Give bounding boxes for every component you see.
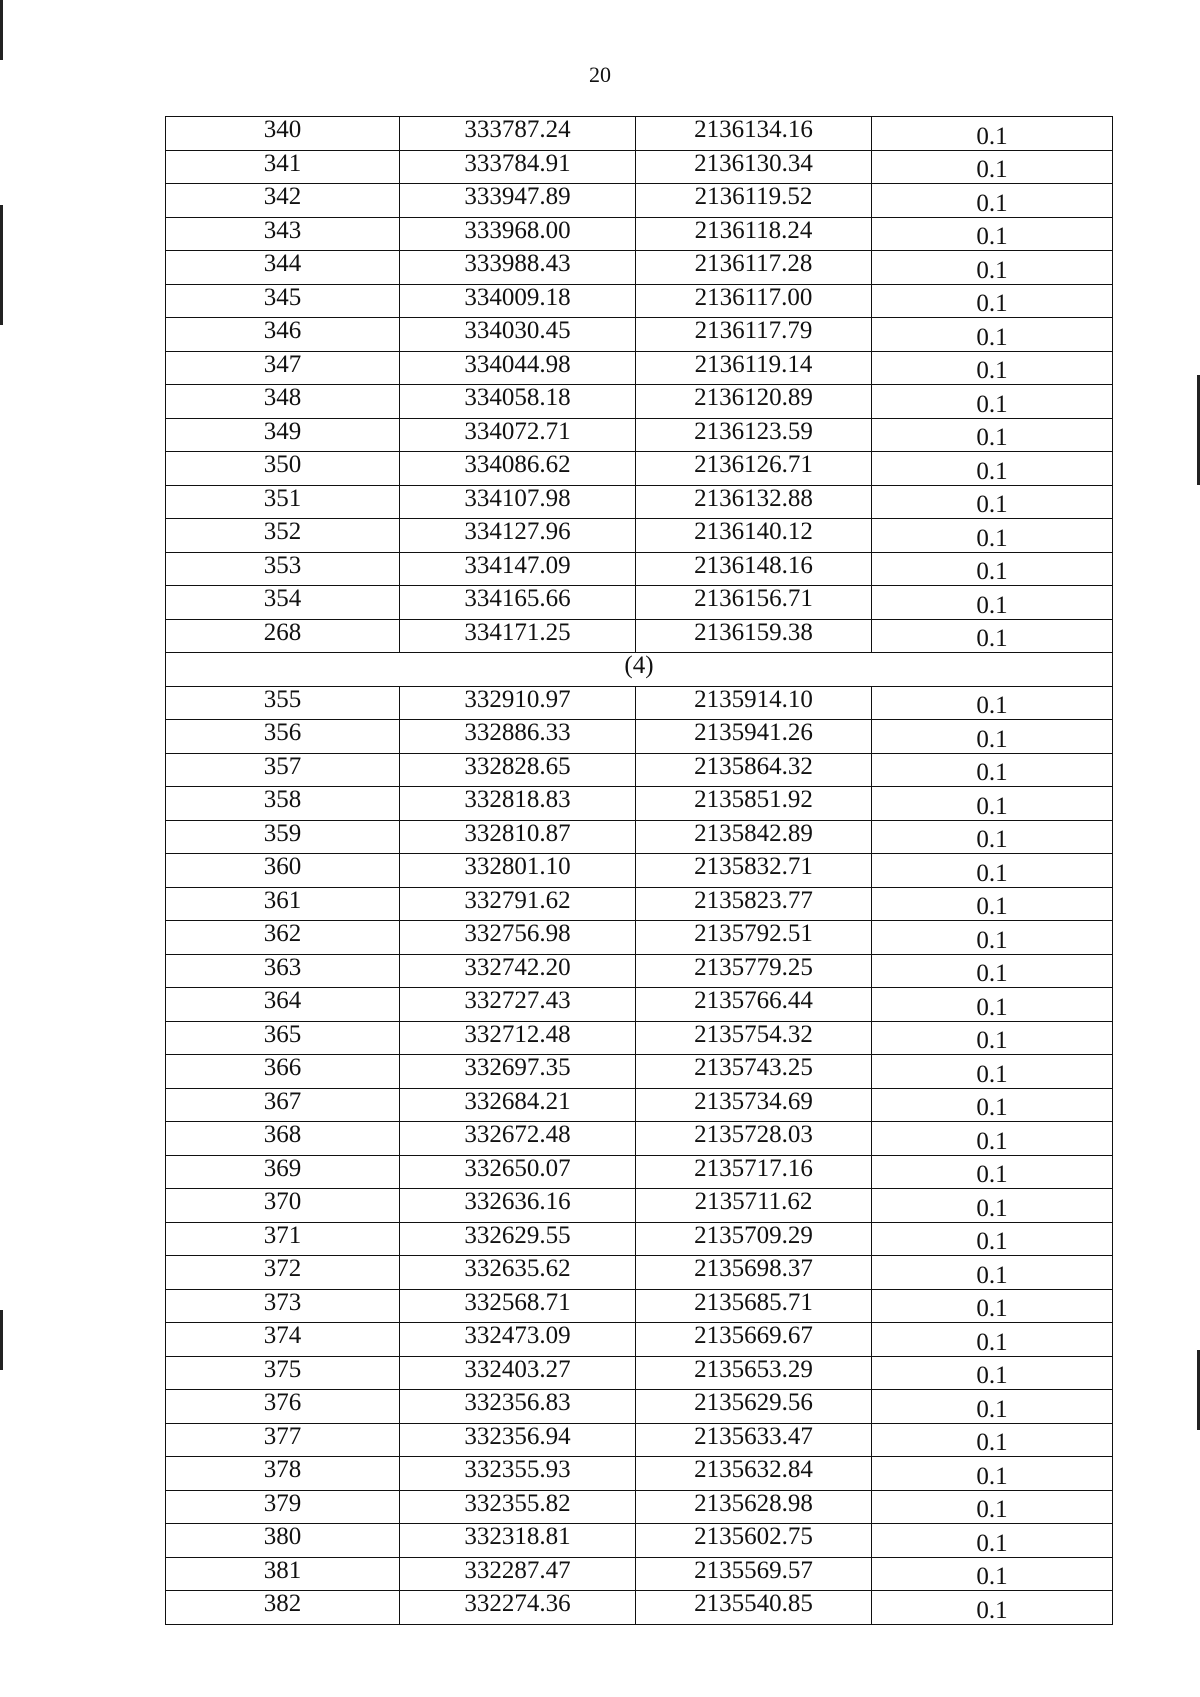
value-cell: 0.1 — [872, 1591, 1113, 1625]
x-coordinate-cell: 332355.93 — [400, 1457, 636, 1491]
y-coordinate-cell: 2135711.62 — [636, 1189, 872, 1223]
table-row — [166, 217, 1113, 251]
table-row — [166, 686, 1113, 720]
point-number-cell: 381 — [166, 1557, 400, 1591]
x-coordinate-cell: 334044.98 — [400, 351, 636, 385]
y-coordinate-cell: 2135569.57 — [636, 1557, 872, 1591]
coordinate-table — [165, 116, 1113, 1625]
table-row — [166, 820, 1113, 854]
value-cell: 0.1 — [872, 1323, 1113, 1357]
x-coordinate-cell: 332650.07 — [400, 1155, 636, 1189]
point-number-cell: 375 — [166, 1356, 400, 1390]
point-number-cell: 349 — [166, 418, 400, 452]
table-row — [166, 552, 1113, 586]
table-row — [166, 1356, 1113, 1390]
point-number-cell: 350 — [166, 452, 400, 486]
value-cell: 0.1 — [872, 385, 1113, 419]
x-coordinate-cell: 333947.89 — [400, 184, 636, 218]
x-coordinate-cell: 332356.94 — [400, 1423, 636, 1457]
x-coordinate-cell: 334147.09 — [400, 552, 636, 586]
y-coordinate-cell: 2136118.24 — [636, 217, 872, 251]
x-coordinate-cell: 332742.20 — [400, 954, 636, 988]
value-cell: 0.1 — [872, 1423, 1113, 1457]
x-coordinate-cell: 334009.18 — [400, 284, 636, 318]
point-number-cell: 345 — [166, 284, 400, 318]
y-coordinate-cell: 2136117.00 — [636, 284, 872, 318]
section-row — [166, 653, 1113, 687]
y-coordinate-cell: 2136120.89 — [636, 385, 872, 419]
table-row — [166, 1189, 1113, 1223]
table-row — [166, 1222, 1113, 1256]
x-coordinate-cell: 334165.66 — [400, 586, 636, 620]
table-row — [166, 117, 1113, 151]
value-cell: 0.1 — [872, 452, 1113, 486]
table-row — [166, 1390, 1113, 1424]
x-coordinate-cell: 332810.87 — [400, 820, 636, 854]
y-coordinate-cell: 2135779.25 — [636, 954, 872, 988]
x-coordinate-cell: 332403.27 — [400, 1356, 636, 1390]
value-cell: 0.1 — [872, 1356, 1113, 1390]
x-coordinate-cell: 332886.33 — [400, 720, 636, 754]
x-coordinate-cell: 332568.71 — [400, 1289, 636, 1323]
x-coordinate-cell: 332910.97 — [400, 686, 636, 720]
y-coordinate-cell: 2135698.37 — [636, 1256, 872, 1290]
point-number-cell: 354 — [166, 586, 400, 620]
y-coordinate-cell: 2136156.71 — [636, 586, 872, 620]
value-cell: 0.1 — [872, 519, 1113, 553]
point-number-cell: 344 — [166, 251, 400, 285]
value-cell: 0.1 — [872, 184, 1113, 218]
x-coordinate-cell: 333988.43 — [400, 251, 636, 285]
value-cell: 0.1 — [872, 351, 1113, 385]
scan-edge-mark — [0, 1310, 3, 1370]
table-row — [166, 1457, 1113, 1491]
point-number-cell: 357 — [166, 753, 400, 787]
y-coordinate-cell: 2136126.71 — [636, 452, 872, 486]
point-number-cell: 346 — [166, 318, 400, 352]
y-coordinate-cell: 2136119.52 — [636, 184, 872, 218]
value-cell: 0.1 — [872, 117, 1113, 151]
section-label: (4) — [166, 653, 1113, 687]
point-number-cell: 341 — [166, 150, 400, 184]
x-coordinate-cell: 332756.98 — [400, 921, 636, 955]
point-number-cell: 352 — [166, 519, 400, 553]
y-coordinate-cell: 2135633.47 — [636, 1423, 872, 1457]
table-row — [166, 720, 1113, 754]
y-coordinate-cell: 2135823.77 — [636, 887, 872, 921]
table-row — [166, 1021, 1113, 1055]
y-coordinate-cell: 2135851.92 — [636, 787, 872, 821]
value-cell: 0.1 — [872, 318, 1113, 352]
value-cell: 0.1 — [872, 1256, 1113, 1290]
table-row — [166, 1323, 1113, 1357]
y-coordinate-cell: 2136132.88 — [636, 485, 872, 519]
table-row — [166, 954, 1113, 988]
x-coordinate-cell: 332355.82 — [400, 1490, 636, 1524]
point-number-cell: 347 — [166, 351, 400, 385]
table-row — [166, 921, 1113, 955]
point-number-cell: 378 — [166, 1457, 400, 1491]
point-number-cell: 366 — [166, 1055, 400, 1089]
y-coordinate-cell: 2135709.29 — [636, 1222, 872, 1256]
table-row — [166, 1490, 1113, 1524]
y-coordinate-cell: 2135540.85 — [636, 1591, 872, 1625]
value-cell: 0.1 — [872, 1557, 1113, 1591]
table-row — [166, 150, 1113, 184]
x-coordinate-cell: 332356.83 — [400, 1390, 636, 1424]
value-cell: 0.1 — [872, 854, 1113, 888]
value-cell: 0.1 — [872, 284, 1113, 318]
value-cell: 0.1 — [872, 753, 1113, 787]
point-number-cell: 363 — [166, 954, 400, 988]
table-section-separator — [166, 653, 1113, 687]
y-coordinate-cell: 2136148.16 — [636, 552, 872, 586]
point-number-cell: 373 — [166, 1289, 400, 1323]
value-cell: 0.1 — [872, 1289, 1113, 1323]
y-coordinate-cell: 2136140.12 — [636, 519, 872, 553]
value-cell: 0.1 — [872, 217, 1113, 251]
point-number-cell: 342 — [166, 184, 400, 218]
x-coordinate-cell: 332274.36 — [400, 1591, 636, 1625]
y-coordinate-cell: 2135685.71 — [636, 1289, 872, 1323]
table-row — [166, 887, 1113, 921]
value-cell: 0.1 — [872, 418, 1113, 452]
value-cell: 0.1 — [872, 720, 1113, 754]
coordinate-table-container — [165, 116, 1110, 1625]
value-cell: 0.1 — [872, 485, 1113, 519]
point-number-cell: 356 — [166, 720, 400, 754]
y-coordinate-cell: 2135754.32 — [636, 1021, 872, 1055]
point-number-cell: 374 — [166, 1323, 400, 1357]
table-row — [166, 351, 1113, 385]
value-cell: 0.1 — [872, 552, 1113, 586]
y-coordinate-cell: 2135734.69 — [636, 1088, 872, 1122]
value-cell: 0.1 — [872, 921, 1113, 955]
point-number-cell: 368 — [166, 1122, 400, 1156]
value-cell: 0.1 — [872, 887, 1113, 921]
value-cell: 0.1 — [872, 251, 1113, 285]
value-cell: 0.1 — [872, 1189, 1113, 1223]
x-coordinate-cell: 332791.62 — [400, 887, 636, 921]
y-coordinate-cell: 2135766.44 — [636, 988, 872, 1022]
y-coordinate-cell: 2135792.51 — [636, 921, 872, 955]
table-row — [166, 1055, 1113, 1089]
point-number-cell: 380 — [166, 1524, 400, 1558]
y-coordinate-cell: 2135842.89 — [636, 820, 872, 854]
x-coordinate-cell: 333784.91 — [400, 150, 636, 184]
table-row — [166, 1155, 1113, 1189]
point-number-cell: 268 — [166, 619, 400, 653]
table-row — [166, 1122, 1113, 1156]
table-row — [166, 854, 1113, 888]
point-number-cell: 361 — [166, 887, 400, 921]
table-row — [166, 284, 1113, 318]
point-number-cell: 377 — [166, 1423, 400, 1457]
y-coordinate-cell: 2135717.16 — [636, 1155, 872, 1189]
y-coordinate-cell: 2135743.25 — [636, 1055, 872, 1089]
y-coordinate-cell: 2135728.03 — [636, 1122, 872, 1156]
value-cell: 0.1 — [872, 1055, 1113, 1089]
x-coordinate-cell: 334086.62 — [400, 452, 636, 486]
y-coordinate-cell: 2136119.14 — [636, 351, 872, 385]
x-coordinate-cell: 334072.71 — [400, 418, 636, 452]
point-number-cell: 369 — [166, 1155, 400, 1189]
table-row — [166, 385, 1113, 419]
point-number-cell: 353 — [166, 552, 400, 586]
value-cell: 0.1 — [872, 1021, 1113, 1055]
table-row — [166, 1289, 1113, 1323]
table-row — [166, 251, 1113, 285]
value-cell: 0.1 — [872, 1122, 1113, 1156]
value-cell: 0.1 — [872, 586, 1113, 620]
value-cell: 0.1 — [872, 1457, 1113, 1491]
point-number-cell: 372 — [166, 1256, 400, 1290]
y-coordinate-cell: 2135832.71 — [636, 854, 872, 888]
x-coordinate-cell: 332684.21 — [400, 1088, 636, 1122]
point-number-cell: 340 — [166, 117, 400, 151]
value-cell: 0.1 — [872, 988, 1113, 1022]
point-number-cell: 382 — [166, 1591, 400, 1625]
value-cell: 0.1 — [872, 787, 1113, 821]
x-coordinate-cell: 332318.81 — [400, 1524, 636, 1558]
point-number-cell: 371 — [166, 1222, 400, 1256]
y-coordinate-cell: 2135629.56 — [636, 1390, 872, 1424]
value-cell: 0.1 — [872, 954, 1113, 988]
value-cell: 0.1 — [872, 1155, 1113, 1189]
value-cell: 0.1 — [872, 1390, 1113, 1424]
table-row — [166, 1256, 1113, 1290]
x-coordinate-cell: 332801.10 — [400, 854, 636, 888]
x-coordinate-cell: 334030.45 — [400, 318, 636, 352]
y-coordinate-cell: 2135628.98 — [636, 1490, 872, 1524]
x-coordinate-cell: 332635.62 — [400, 1256, 636, 1290]
point-number-cell: 343 — [166, 217, 400, 251]
table-body-first-section — [166, 117, 1113, 653]
value-cell: 0.1 — [872, 1088, 1113, 1122]
point-number-cell: 362 — [166, 921, 400, 955]
x-coordinate-cell: 332727.43 — [400, 988, 636, 1022]
y-coordinate-cell: 2135941.26 — [636, 720, 872, 754]
table-row — [166, 1524, 1113, 1558]
x-coordinate-cell: 334127.96 — [400, 519, 636, 553]
value-cell: 0.1 — [872, 150, 1113, 184]
table-row — [166, 753, 1113, 787]
point-number-cell: 365 — [166, 1021, 400, 1055]
x-coordinate-cell: 332629.55 — [400, 1222, 636, 1256]
table-row — [166, 318, 1113, 352]
x-coordinate-cell: 334171.25 — [400, 619, 636, 653]
table-row — [166, 452, 1113, 486]
x-coordinate-cell: 332287.47 — [400, 1557, 636, 1591]
value-cell: 0.1 — [872, 686, 1113, 720]
y-coordinate-cell: 2136159.38 — [636, 619, 872, 653]
y-coordinate-cell: 2135602.75 — [636, 1524, 872, 1558]
x-coordinate-cell: 334058.18 — [400, 385, 636, 419]
point-number-cell: 379 — [166, 1490, 400, 1524]
y-coordinate-cell: 2136117.79 — [636, 318, 872, 352]
table-row — [166, 418, 1113, 452]
y-coordinate-cell: 2135632.84 — [636, 1457, 872, 1491]
table-row — [166, 619, 1113, 653]
point-number-cell: 376 — [166, 1390, 400, 1424]
y-coordinate-cell: 2135864.32 — [636, 753, 872, 787]
y-coordinate-cell: 2136123.59 — [636, 418, 872, 452]
x-coordinate-cell: 334107.98 — [400, 485, 636, 519]
table-row — [166, 1423, 1113, 1457]
table-row — [166, 485, 1113, 519]
value-cell: 0.1 — [872, 619, 1113, 653]
value-cell: 0.1 — [872, 1490, 1113, 1524]
x-coordinate-cell: 332636.16 — [400, 1189, 636, 1223]
page-number: 20 — [589, 62, 611, 87]
y-coordinate-cell: 2136117.28 — [636, 251, 872, 285]
point-number-cell: 358 — [166, 787, 400, 821]
table-body-second-section — [166, 686, 1113, 1624]
point-number-cell: 355 — [166, 686, 400, 720]
x-coordinate-cell: 332828.65 — [400, 753, 636, 787]
table-row — [166, 184, 1113, 218]
y-coordinate-cell: 2135914.10 — [636, 686, 872, 720]
point-number-cell: 351 — [166, 485, 400, 519]
value-cell: 0.1 — [872, 1222, 1113, 1256]
y-coordinate-cell: 2135669.67 — [636, 1323, 872, 1357]
point-number-cell: 370 — [166, 1189, 400, 1223]
scan-edge-mark — [0, 205, 3, 325]
table-row — [166, 787, 1113, 821]
x-coordinate-cell: 332818.83 — [400, 787, 636, 821]
point-number-cell: 367 — [166, 1088, 400, 1122]
table-row — [166, 1088, 1113, 1122]
value-cell: 0.1 — [872, 820, 1113, 854]
table-row — [166, 1557, 1113, 1591]
table-row — [166, 519, 1113, 553]
y-coordinate-cell: 2136134.16 — [636, 117, 872, 151]
x-coordinate-cell: 333787.24 — [400, 117, 636, 151]
scan-edge-mark — [0, 0, 3, 60]
point-number-cell: 348 — [166, 385, 400, 419]
x-coordinate-cell: 332672.48 — [400, 1122, 636, 1156]
point-number-cell: 360 — [166, 854, 400, 888]
y-coordinate-cell: 2136130.34 — [636, 150, 872, 184]
x-coordinate-cell: 333968.00 — [400, 217, 636, 251]
y-coordinate-cell: 2135653.29 — [636, 1356, 872, 1390]
point-number-cell: 359 — [166, 820, 400, 854]
table-row — [166, 586, 1113, 620]
table-row — [166, 988, 1113, 1022]
point-number-cell: 364 — [166, 988, 400, 1022]
x-coordinate-cell: 332712.48 — [400, 1021, 636, 1055]
value-cell: 0.1 — [872, 1524, 1113, 1558]
x-coordinate-cell: 332473.09 — [400, 1323, 636, 1357]
table-row — [166, 1591, 1113, 1625]
x-coordinate-cell: 332697.35 — [400, 1055, 636, 1089]
